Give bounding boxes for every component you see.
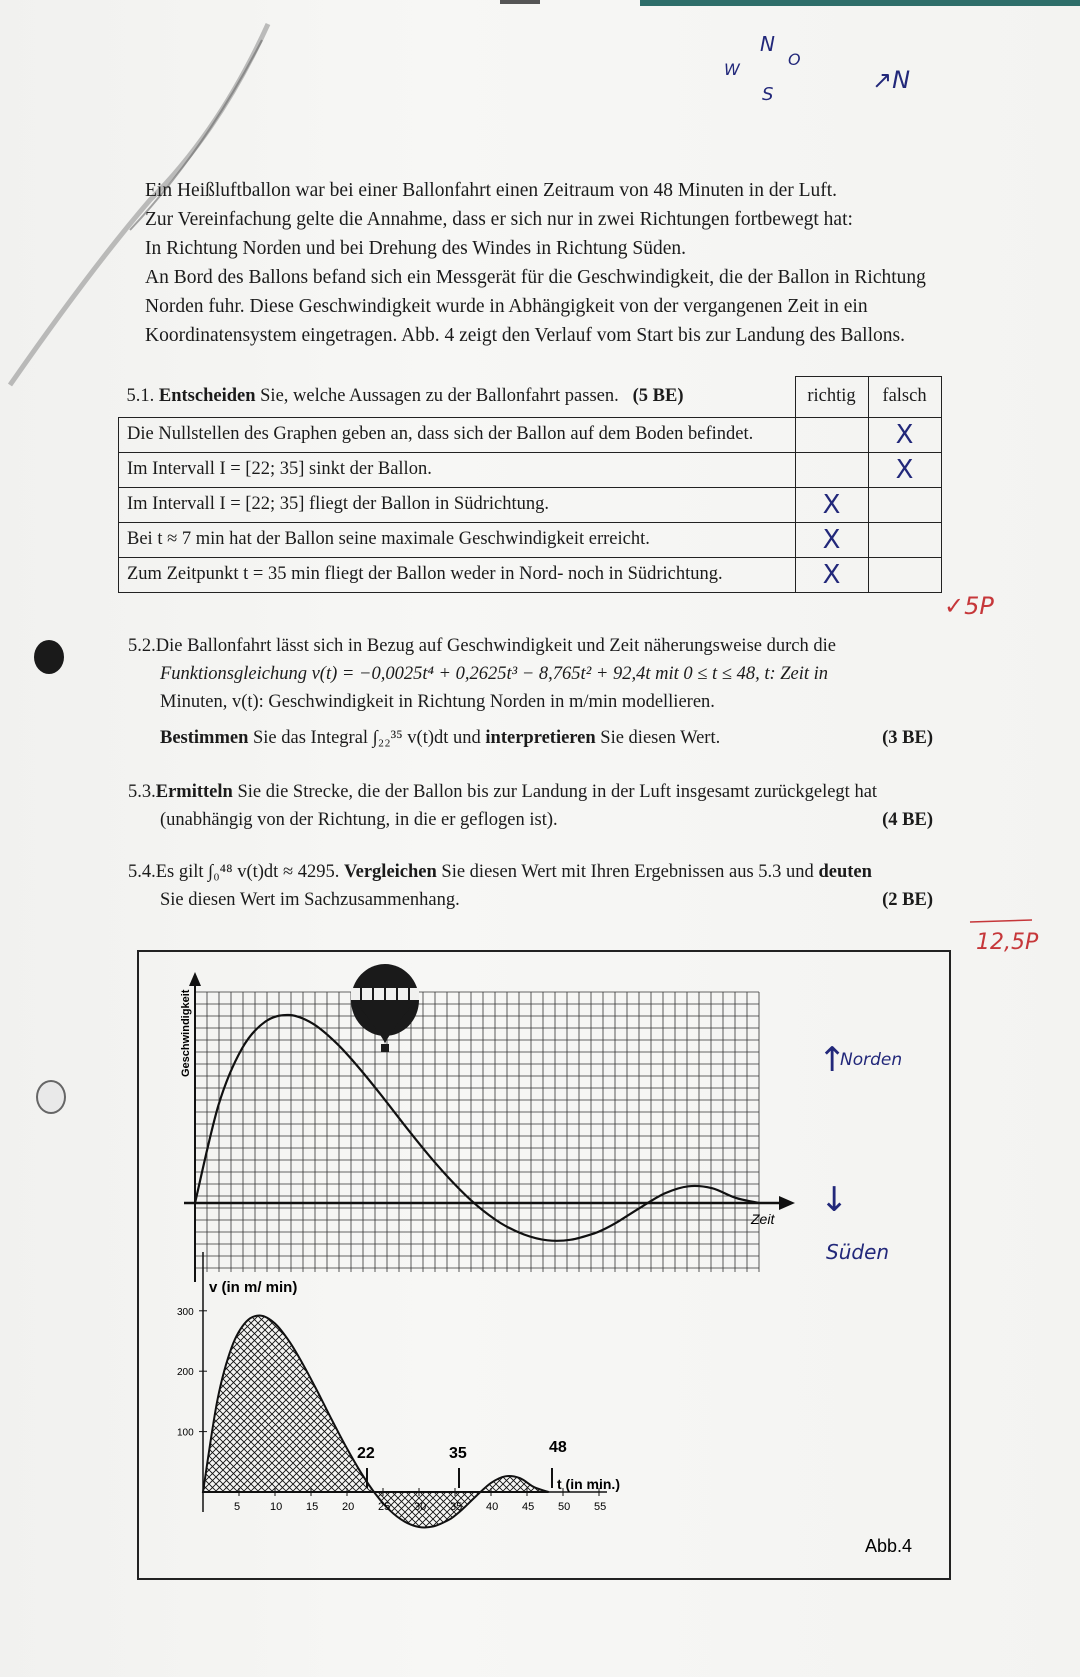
task-number: 5.4. [128,862,156,882]
table-row [119,487,942,522]
task-53 [128,778,933,834]
table-row [119,557,942,592]
statement-text: Zum Zeitpunkt t = 35 min fliegt der Ballon weder in Nord- noch in Südrichtung. [119,557,796,592]
intro-line: In Richtung Norden und bei Drehung des Windes in Richtung Süden. [145,238,686,259]
intro-line: Zur Vereinfachung gelte die Annahme, dass er sich nur in zwei Richtungen fortbewegt hat: [145,209,853,230]
table-row [119,417,942,452]
south-direction-arrow-icon: ↓ [820,1180,849,1220]
compass-south-note: S [762,84,774,105]
top-y-axis-arrow [189,972,201,986]
x-tick-label: 5 [234,1501,241,1513]
task-number: 5.2. [128,636,156,656]
punch-hole-bottom [36,1080,66,1114]
checkbox-richtig[interactable]: X [795,522,868,557]
task-52-line: Minuten, v(t): Geschwindigkeit in Richtung Norden in m/min modellieren. [160,692,715,712]
x-tick-label: 45 [522,1501,535,1513]
intro-line: An Bord des Ballons befand sich ein Messgerät für die Geschwindigkeit, die der Ballon in Richtung [145,267,926,288]
task-text: Es gilt ∫₀⁴⁸ v(t)dt ≈ 4295. [155,862,344,882]
task-number: 5.1. [126,386,155,406]
intro-line: Koordinatensystem eingetragen. Abb. 4 zeigt den Verlauf vom Start bis zur Landung des Ballons. [145,325,905,346]
task-text: Sie diesen Wert im Sachzusammenhang. [160,890,460,910]
task-54-line [128,858,933,886]
top-chart-axes [184,972,795,1282]
x-tick-label: 30 [414,1501,427,1513]
compass-east-note: O [788,50,801,69]
column-header-falsch: falsch [868,377,941,418]
task-verb: Bestimmen [160,728,249,748]
top-chart-grid [195,992,759,1272]
task-verb: Entscheiden [158,386,256,406]
task-points: (5 BE) [632,386,684,406]
task-52 [128,632,933,752]
intro-line: Ein Heißluftballon war bei einer Ballonfahrt einen Zeitraum von 48 Minuten in der Luft. [145,180,838,201]
task-number: 5.3. [128,782,156,802]
task-54-line [128,886,933,914]
task-53-line [128,778,933,806]
checkbox-richtig[interactable] [795,452,868,487]
top-x-label: Zeit [751,1211,775,1227]
task-text: Sie die Strecke, die der Ballon bis zur Landung in der Luft insgesamt zurückgelegt hat [232,782,878,802]
task-points: (4 BE) [882,810,933,830]
checkbox-richtig[interactable]: X [795,487,868,522]
x-tick-label: 20 [342,1501,355,1513]
task-text: Sie diesen Wert mit Ihren Ergebnissen aus 5.3 und [436,862,819,882]
annotation-22: 22 [357,1445,375,1462]
task-verb: deuten [818,862,872,882]
y-tick-label: 100 [177,1427,194,1439]
annotation-48: 48 [549,1439,567,1456]
y-tick-label: 300 [177,1306,194,1318]
task-verb: Ermitteln [155,782,233,802]
checkbox-falsch[interactable] [868,557,941,592]
north-direction-arrow-icon: ↑ [818,1040,847,1080]
north-arrow-note: ↗N [872,66,911,94]
x-tick-label: 10 [270,1501,283,1513]
checkbox-falsch[interactable]: X [868,452,941,487]
x-tick-label: 15 [306,1501,319,1513]
top-y-label: Geschwindigkeit [180,989,192,1077]
task-points: (2 BE) [882,890,933,910]
checkbox-falsch[interactable] [868,522,941,557]
compass-west-note: W [724,60,740,79]
task-52-question [128,724,933,752]
task-54 [128,858,933,914]
punch-hole-top [34,640,64,674]
task-text: Sie diesen Wert. [595,728,721,748]
figure-caption: Abb.4 [865,1536,913,1556]
south-label-note: Süden [826,1240,890,1264]
task-text: Sie, welche Aussagen zu der Ballonfahrt passen. [255,386,619,406]
x-tick-label: 40 [486,1501,499,1513]
column-header-richtig: richtig [795,377,868,418]
table-row [119,452,942,487]
task-text: Die Ballonfahrt lässt sich in Bezug auf Geschwindigkeit und Zeit näherungsweise durch die [155,636,836,656]
statement-table [118,376,942,593]
checkbox-falsch[interactable] [868,487,941,522]
task-text: (unabhängig von der Richtung, in die er geflogen ist). [160,810,558,830]
task-verb: interpretieren [485,728,596,748]
x-tick-label: 50 [558,1501,571,1513]
task-51-heading [119,377,796,418]
hot-air-balloon-icon [351,964,419,1052]
checkbox-richtig[interactable] [795,417,868,452]
north-label-note: Norden [840,1050,903,1070]
bottom-x-label: t (in min.) [557,1476,620,1492]
task-verb: Vergleichen [343,862,437,882]
task-52-line: Funktionsgleichung v(t) = −0,0025t⁴ + 0,2625t³ − 8,765t² + 92,4t mit 0 ≤ t ≤ 48, t: Zeit in [160,664,829,684]
annotation-35: 35 [449,1445,467,1462]
zero-markers [357,1439,567,1488]
y-tick-label: 200 [177,1367,194,1379]
task-53-line [128,806,933,834]
statement-text: Bei t ≈ 7 min hat der Ballon seine maximale Geschwindigkeit erreicht. [119,522,796,557]
compass-north-note: N [760,32,775,56]
bottom-y-label: v (in m/ min) [209,1279,298,1296]
intro-text [145,176,935,350]
intro-line: Norden fuhr. Diese Geschwindigkeit wurde in Abhängigkeit von der vergangenen Zeit in ein [145,296,868,317]
bottom-area-fill [203,1316,549,1528]
score-total-note: 12,5P [976,930,1039,955]
x-tick-label: 35 [450,1501,463,1513]
x-tick-label: 55 [594,1501,607,1513]
task-52-line [128,632,933,660]
checkbox-falsch[interactable]: X [868,417,941,452]
top-x-axis-arrow [779,1196,795,1210]
x-tick-label: 25 [378,1501,391,1513]
statement-text: Die Nullstellen des Graphen geben an, dass sich der Ballon auf dem Boden befindet. [119,417,796,452]
score-table-note: ✓5P [944,592,994,620]
statement-text: Im Intervall I = [22; 35] fliegt der Ballon in Südrichtung. [119,487,796,522]
task-points: (3 BE) [882,728,933,748]
task-text: Sie das Integral ∫₂₂³⁵ v(t)dt und [248,728,486,748]
table-row [119,522,942,557]
checkbox-richtig[interactable]: X [795,557,868,592]
statement-text: Im Intervall I = [22; 35] sinkt der Ballon. [119,452,796,487]
table-header-row [119,377,942,418]
top-velocity-curve [195,1015,759,1241]
